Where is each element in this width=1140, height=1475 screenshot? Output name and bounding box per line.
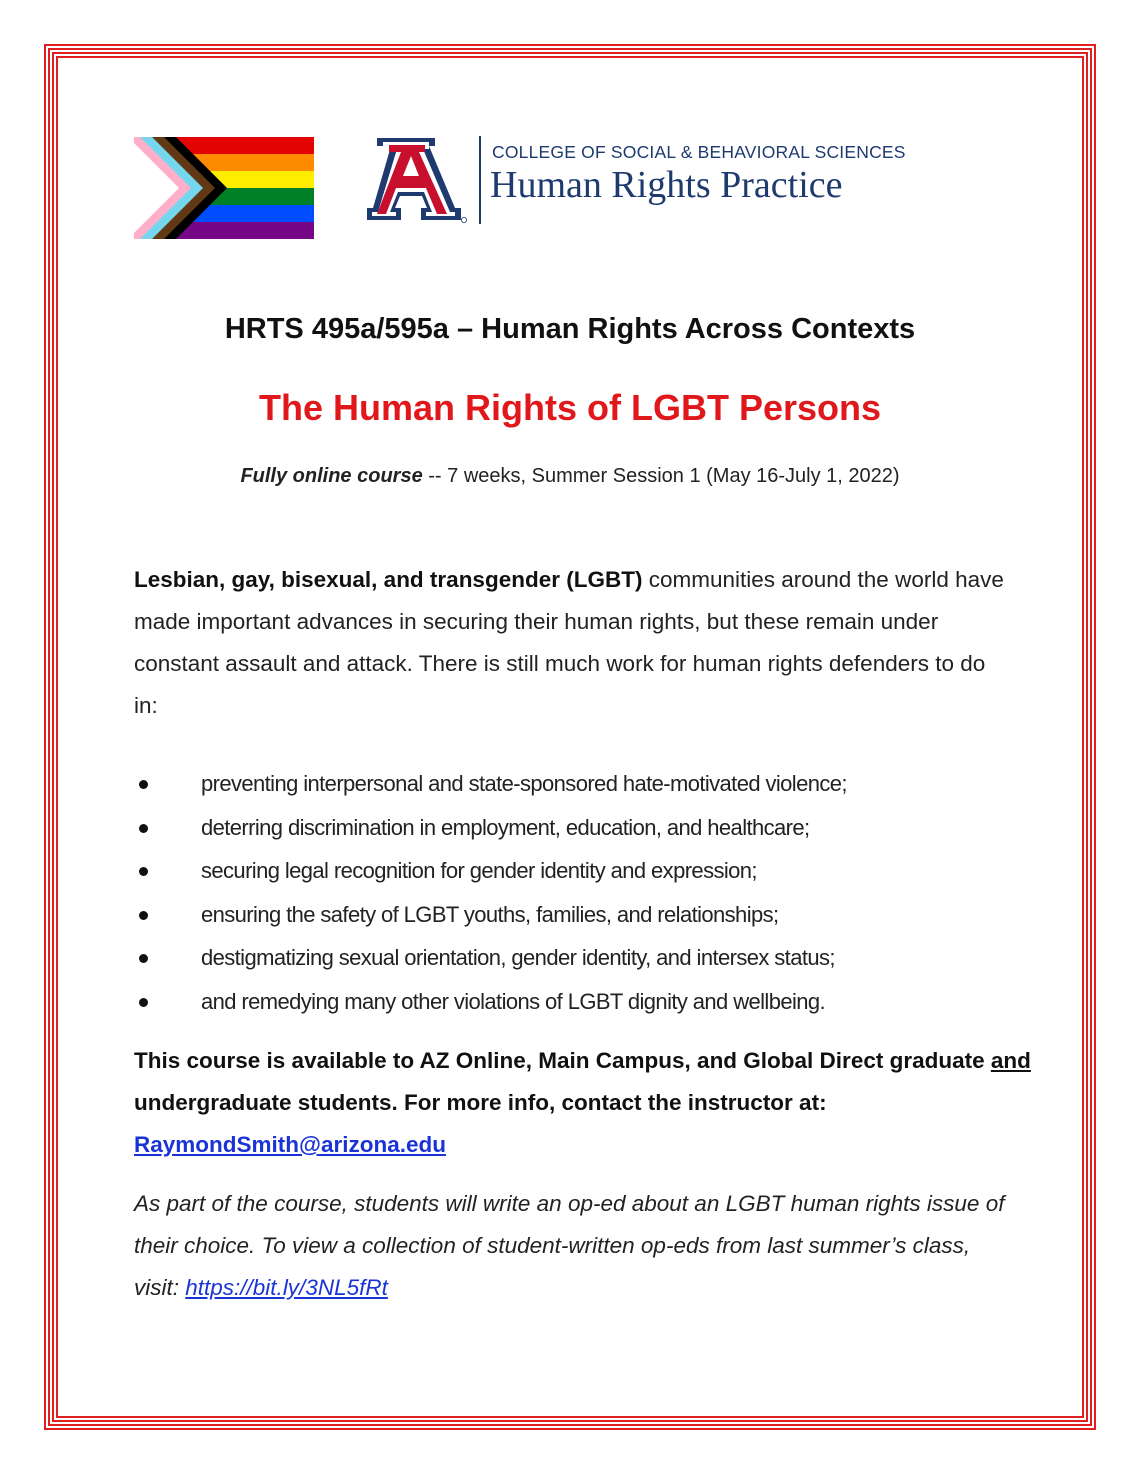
intro-paragraph	[134, 559, 1014, 727]
availability-text-2: undergraduate students. For more info, contact the instructor at:	[134, 1090, 827, 1115]
list-item-text: deterring discrimination in employment, education, and healthcare;	[201, 814, 810, 840]
instructor-email-link[interactable]: RaymondSmith@arizona.edu	[134, 1132, 446, 1157]
list-item-text: destigmatizing sexual orientation, gender identity, and intersex status;	[201, 945, 835, 970]
bullet-icon	[139, 911, 148, 920]
bullet-icon	[139, 780, 148, 789]
availability-underlined-and: and	[990, 1048, 1031, 1073]
intro-body: communities around the world have made important advances in securing their human rights, but these remain under constant assault and attack. There is still much work for human rights defenders to do in:	[134, 567, 1004, 718]
intro-lead: Lesbian, gay, bisexual, and transgender (LGBT)	[134, 567, 643, 592]
course-code-heading: HRTS 495a/595a – Human Rights Across Contexts	[224, 313, 916, 345]
format-label: Fully online course	[240, 465, 423, 487]
bullet-icon	[139, 998, 148, 1007]
department-name: Human Rights Practice	[490, 164, 843, 206]
focus-areas-list	[134, 762, 1034, 1023]
oped-collection-link[interactable]: https://bit.ly/3NL5fRt	[185, 1275, 388, 1300]
oped-text: As part of the course, students will write an op-ed about an LGBT human rights issue of their choice. To view a collection of student-written op-eds from last summer’s class, visit:	[134, 1191, 1005, 1300]
university-a-logo	[363, 136, 467, 224]
list-item	[134, 849, 1034, 893]
course-format	[0, 465, 1140, 488]
list-item	[134, 806, 1034, 850]
list-item	[134, 893, 1034, 937]
list-item-text: securing legal recognition for gender identity and expression;	[201, 858, 757, 883]
availability-paragraph	[134, 1040, 1034, 1166]
list-item-text: preventing interpersonal and state-sponsored hate-motivated violence;	[201, 771, 847, 796]
bullet-icon	[139, 954, 148, 963]
college-name: COLLEGE OF SOCIAL & BEHAVIORAL SCIENCES	[492, 142, 906, 162]
list-item	[134, 936, 1034, 980]
oped-paragraph	[134, 1183, 1014, 1309]
bullet-icon	[139, 867, 148, 876]
list-item-text: and remedying many other violations of LGBT dignity and wellbeing.	[201, 988, 826, 1014]
course-title: The Human Rights of LGBT Persons	[258, 387, 882, 428]
list-item	[134, 762, 1034, 806]
progress-pride-flag-icon	[134, 137, 314, 239]
format-details: -- 7 weeks, Summer Session 1 (May 16-July 1, 2022)	[422, 465, 900, 487]
availability-text-1: This course is available to AZ Online, Main Campus, and Global Direct graduate	[134, 1048, 991, 1073]
list-item-text: ensuring the safety of LGBT youths, families, and relationships;	[201, 901, 779, 927]
list-item	[134, 980, 1034, 1024]
bullet-icon	[139, 824, 148, 833]
logo-divider	[479, 136, 481, 224]
